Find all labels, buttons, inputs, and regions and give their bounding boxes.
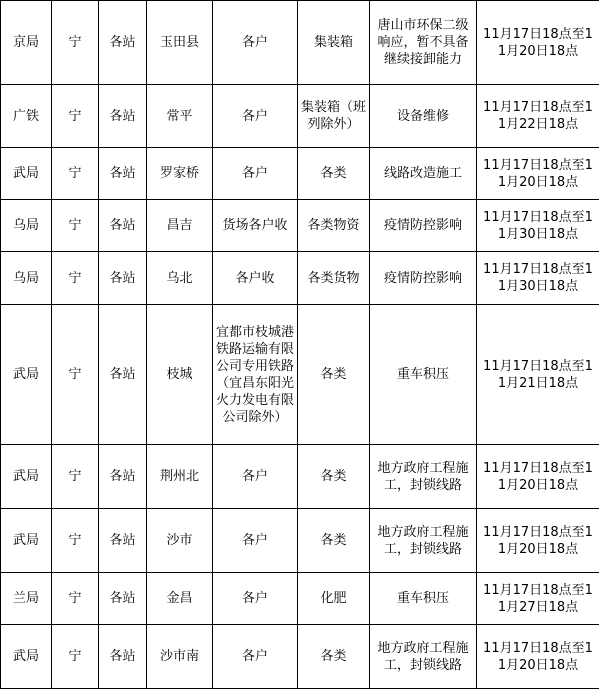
bureau-cell: 广铁 [1, 85, 52, 148]
reason-cell: 疫情防控影响 [370, 200, 477, 252]
consignee-cell: 各户 [213, 148, 298, 200]
reason-cell: 疫情防控影响 [370, 252, 477, 305]
origin-cell: 宁 [52, 625, 99, 689]
origin-cell: 宁 [52, 573, 99, 625]
period-cell: 11月17日18点至11月20日18点 [477, 148, 599, 200]
bureau-cell: 武局 [1, 509, 52, 573]
cargo-cell: 各类 [298, 625, 370, 689]
bureau-cell: 武局 [1, 625, 52, 689]
table-row [1, 305, 599, 445]
period-cell: 11月17日18点至11月20日18点 [477, 625, 599, 689]
bureau-cell: 京局 [1, 1, 52, 85]
consignee-cell: 各户 [213, 445, 298, 509]
origin-station-cell: 各站 [99, 148, 147, 200]
origin-cell: 宁 [52, 445, 99, 509]
reason-cell: 地方政府工程施工，封锁线路 [370, 625, 477, 689]
destination-station-cell: 沙市南 [147, 625, 213, 689]
period-cell: 11月17日18点至11月22日18点 [477, 85, 599, 148]
origin-cell: 宁 [52, 305, 99, 445]
period-cell: 11月17日18点至11月30日18点 [477, 200, 599, 252]
bureau-cell: 武局 [1, 148, 52, 200]
cargo-cell: 集装箱 [298, 1, 370, 85]
origin-station-cell: 各站 [99, 573, 147, 625]
cargo-cell: 各类 [298, 148, 370, 200]
consignee-cell: 货场各户收 [213, 200, 298, 252]
cargo-cell: 各类 [298, 445, 370, 509]
origin-cell: 宁 [52, 252, 99, 305]
consignee-cell: 各户 [213, 1, 298, 85]
origin-station-cell: 各站 [99, 625, 147, 689]
origin-cell: 宁 [52, 200, 99, 252]
cargo-cell: 化肥 [298, 573, 370, 625]
period-cell: 11月17日18点至11月21日18点 [477, 305, 599, 445]
table-row [1, 252, 599, 305]
consignee-cell: 各户 [213, 509, 298, 573]
origin-cell: 宁 [52, 85, 99, 148]
period-cell: 11月17日18点至11月20日18点 [477, 509, 599, 573]
origin-station-cell: 各站 [99, 1, 147, 85]
cargo-cell: 各类货物 [298, 252, 370, 305]
reason-cell: 地方政府工程施工，封锁线路 [370, 509, 477, 573]
destination-station-cell: 乌北 [147, 252, 213, 305]
table-row [1, 445, 599, 509]
table-row [1, 148, 599, 200]
reason-cell: 地方政府工程施工，封锁线路 [370, 445, 477, 509]
bureau-cell: 武局 [1, 305, 52, 445]
origin-station-cell: 各站 [99, 85, 147, 148]
period-cell: 11月17日18点至11月27日18点 [477, 573, 599, 625]
reason-cell: 线路改造施工 [370, 148, 477, 200]
bureau-cell: 兰局 [1, 573, 52, 625]
origin-station-cell: 各站 [99, 509, 147, 573]
cargo-cell: 集装箱（班列除外） [298, 85, 370, 148]
reason-cell: 重车积压 [370, 305, 477, 445]
table-row [1, 509, 599, 573]
destination-station-cell: 枝城 [147, 305, 213, 445]
consignee-cell: 各户 [213, 625, 298, 689]
destination-station-cell: 罗家桥 [147, 148, 213, 200]
destination-station-cell: 荆州北 [147, 445, 213, 509]
destination-station-cell: 金昌 [147, 573, 213, 625]
destination-station-cell: 玉田县 [147, 1, 213, 85]
bureau-cell: 武局 [1, 445, 52, 509]
origin-cell: 宁 [52, 509, 99, 573]
reason-cell: 设备维修 [370, 85, 477, 148]
consignee-cell: 宜都市枝城港铁路运输有限公司专用铁路（宜昌东阳光火力发电有限公司除外） [213, 305, 298, 445]
period-cell: 11月17日18点至11月20日18点 [477, 445, 599, 509]
period-cell: 11月17日18点至11月30日18点 [477, 252, 599, 305]
table-row [1, 573, 599, 625]
origin-station-cell: 各站 [99, 252, 147, 305]
cargo-cell: 各类 [298, 509, 370, 573]
consignee-cell: 各户 [213, 85, 298, 148]
destination-station-cell: 常平 [147, 85, 213, 148]
destination-station-cell: 昌吉 [147, 200, 213, 252]
cargo-cell: 各类物资 [298, 200, 370, 252]
origin-station-cell: 各站 [99, 445, 147, 509]
origin-cell: 宁 [52, 148, 99, 200]
table-row [1, 85, 599, 148]
bureau-cell: 乌局 [1, 252, 52, 305]
origin-station-cell: 各站 [99, 305, 147, 445]
table-row [1, 625, 599, 689]
bureau-cell: 乌局 [1, 200, 52, 252]
table-row [1, 200, 599, 252]
cargo-cell: 各类 [298, 305, 370, 445]
origin-cell: 宁 [52, 1, 99, 85]
consignee-cell: 各户 [213, 573, 298, 625]
table-row [1, 1, 599, 85]
destination-station-cell: 沙市 [147, 509, 213, 573]
reason-cell: 重车积压 [370, 573, 477, 625]
origin-station-cell: 各站 [99, 200, 147, 252]
period-cell: 11月17日18点至11月20日18点 [477, 1, 599, 85]
consignee-cell: 各户收 [213, 252, 298, 305]
reason-cell: 唐山市环保二级响应，暂不具备继续接卸能力 [370, 1, 477, 85]
